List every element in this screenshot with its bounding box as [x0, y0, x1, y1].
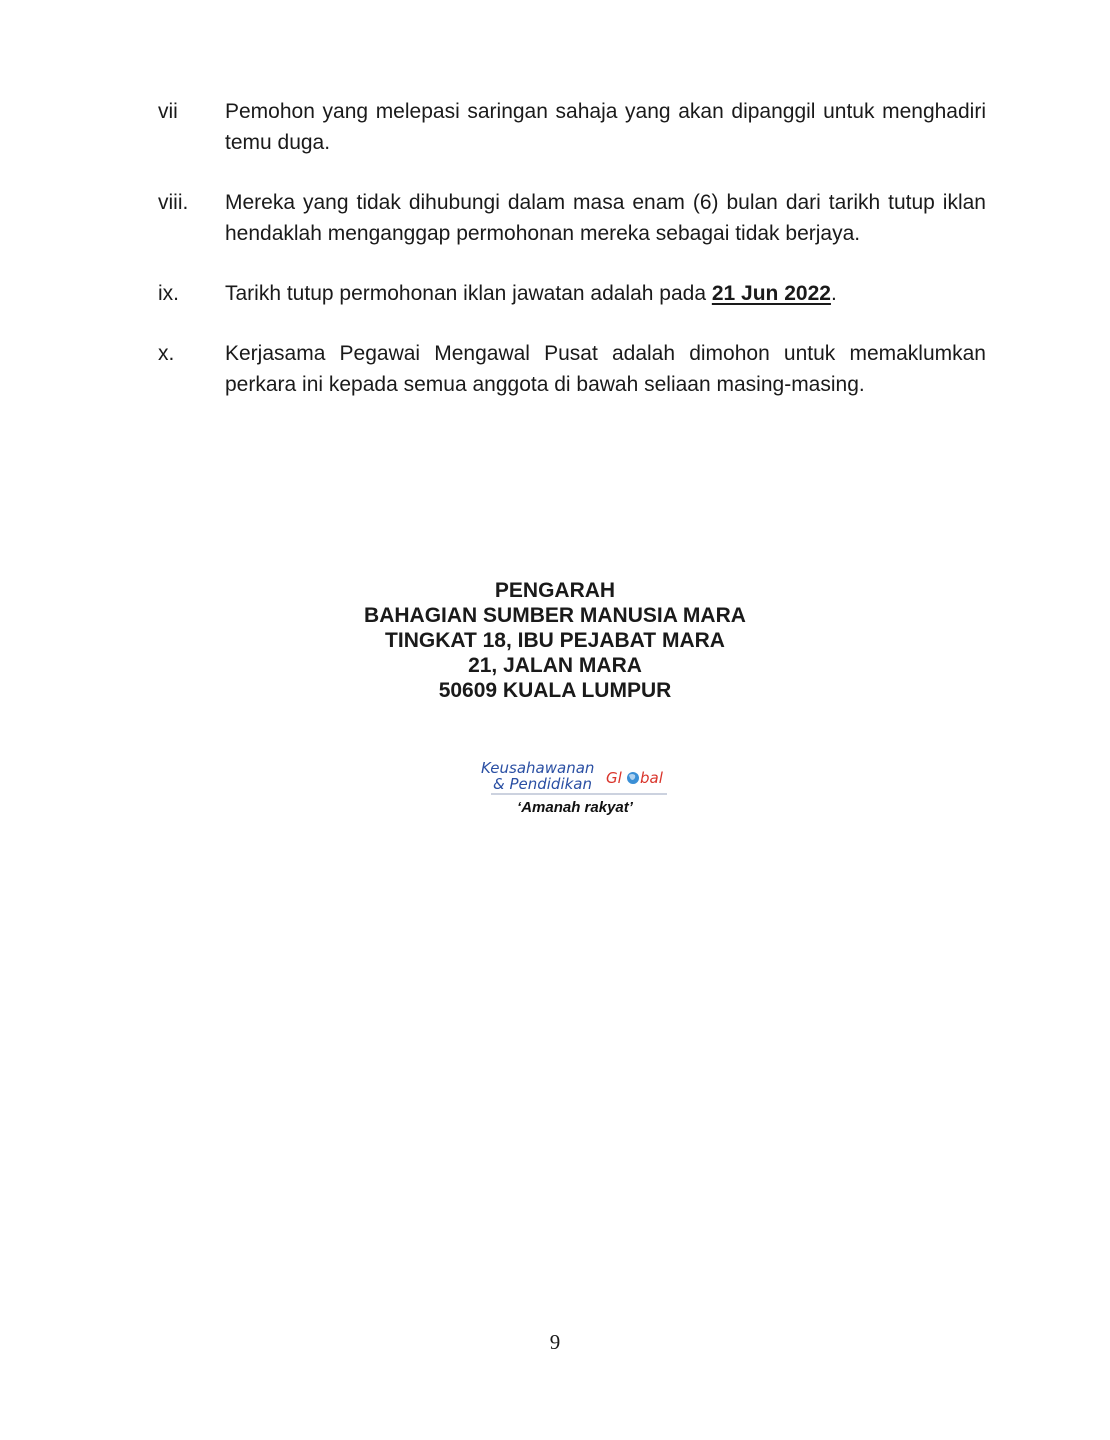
page-number: 9: [549, 1330, 561, 1354]
item-text: Kerjasama Pegawai Mengawal Pusat adalah dimohon untuk memaklumkan perkara ini kepada semua anggota di bawah seliaan masing-masing.: [225, 342, 986, 396]
logo-word-global-start: Gl: [606, 769, 622, 787]
logo-tagline: ‘Amanah rakyat’: [517, 799, 633, 816]
logo-word-keusahawanan: Keusahawanan: [481, 759, 595, 777]
item-text: Pemohon yang melepasi saringan sahaja yang akan dipanggil untuk menghadiri temu duga.: [225, 100, 986, 154]
closing-date: 21 Jun 2022: [711, 282, 831, 305]
mara-slogan-logo: [475, 756, 675, 820]
item-number: ix.: [158, 282, 179, 305]
logo-word-global-end: bal: [640, 769, 663, 787]
numbered-list: [158, 96, 986, 429]
item-text-before: Tarikh tutup permohonan iklan jawatan adalah pada: [225, 282, 712, 305]
list-item: [158, 96, 986, 158]
list-item: [158, 278, 986, 309]
item-text: Mereka yang tidak dihubungi dalam masa enam (6) bulan dari tarikh tutup iklan hendaklah menganggap permohonan mereka sebagai tidak berjaya.: [225, 191, 986, 245]
logo-word-pendidikan: & Pendidikan: [493, 775, 593, 793]
signature-address-line: 50609 KUALA LUMPUR: [438, 679, 672, 702]
signature-department: BAHAGIAN SUMBER MANUSIA MARA: [364, 604, 746, 627]
item-number: vii: [158, 100, 178, 123]
item-number: x.: [158, 342, 175, 365]
item-text: [225, 278, 986, 309]
list-item: [158, 338, 986, 400]
signature-block: [0, 578, 1110, 703]
list-item: [158, 187, 986, 249]
item-number: viii.: [158, 191, 189, 214]
signature-address-line: TINGKAT 18, IBU PEJABAT MARA: [385, 629, 725, 652]
signature-address-line: 21, JALAN MARA: [468, 654, 642, 677]
signature-title: PENGARAH: [494, 579, 616, 602]
item-text-after: .: [830, 282, 837, 305]
